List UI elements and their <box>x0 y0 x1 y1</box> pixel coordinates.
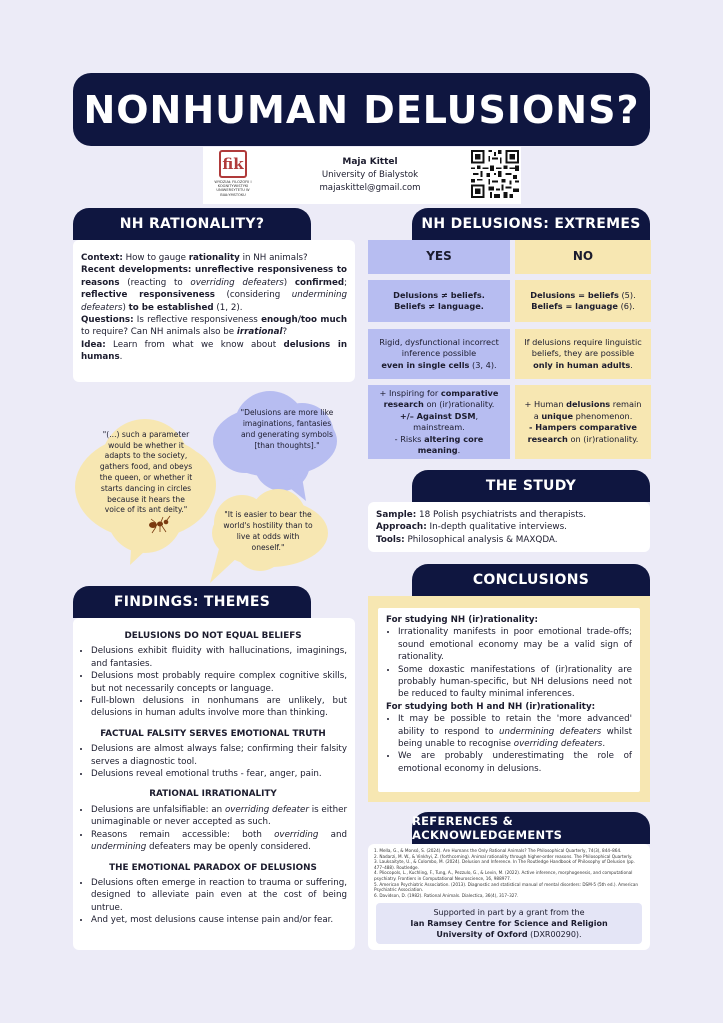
list-item: • Delusions are almost always false; confirming their falsity serves a diagnostic tool. <box>91 743 347 768</box>
rationality-card <box>73 240 355 382</box>
reference-item: 4. Pliocopols, L., Kuchling, F., Tung, A., Pezzulo, G., & Levin, M. (2022). Active inference, morphogenesis, and computational psychiatry. Frontiers in Computational Neuroscience, 16, 988977. <box>374 870 633 881</box>
author-email[interactable]: majaskittel@gmail.com <box>319 183 421 193</box>
no-cell-2: If delusions require linguistic beliefs, they are possible only in human adults. <box>515 329 651 379</box>
study-approach: Approach: In-depth qualitative interviews. <box>376 522 567 533</box>
no-cell-3: + Human delusions remain a unique phenomenon. - Hampers comparative research on (ir)rationality. <box>515 385 651 459</box>
reference-item: 3. Lauksaityte, U., & Colombo, M. (2024). Delusion and Inference. In The Routledge Handbook of Philosophy of Delusion (pp. 477–488). Routledge. <box>374 859 635 870</box>
study-sample: Sample: 18 Polish psychiatrists and therapists. <box>376 510 587 520</box>
conclusions-header <box>412 564 650 596</box>
reference-item: 2. Nadarzi, M. W., & Vinkhyi, Z. (forthcoming). Animal rationality through higher-order reasons. The Philosophical Quarterly. <box>374 853 633 859</box>
quote-yellow-bottom: "It is easier to bear the world's hostility than to live at odds with oneself." <box>223 510 313 552</box>
author-name: Maja Kittel <box>342 157 398 167</box>
study-tools: Tools: Philosophical analysis & MAXQDA. <box>376 534 558 545</box>
logo-mark: fik <box>219 150 247 178</box>
study-card <box>368 502 650 552</box>
references-list <box>374 848 644 898</box>
poster-title: NONHUMAN DELUSIONS? <box>83 87 640 132</box>
conclusions-subhead-1: For studying NH (ir)rationality: <box>386 615 538 625</box>
no-column-header: NO <box>515 240 651 274</box>
university-logo <box>207 150 259 202</box>
findings-card <box>73 618 355 950</box>
list-item: • And yet, most delusions cause intense pain and/or fear. <box>91 914 347 926</box>
list-item: • Delusions are unfalsifiable: an overriding defeater is either unimaginable or never accepted as such. <box>91 804 347 829</box>
context-line: Context: How to gauge rationality in NH animals? <box>81 253 308 263</box>
theme-4-title: THE EMOTIONAL PARADOX OF DELUSIONS <box>109 862 317 873</box>
reference-item: 6. Davidson, D. (1982). Rational Animals. Dialectica, 36(4), 317–327. <box>374 892 519 898</box>
no-cell-1: Delusions = beliefs (5). Beliefs = language (6). <box>515 280 651 322</box>
extremes-header-text: NH DELUSIONS: EXTREMES <box>421 216 641 232</box>
rationality-header <box>73 208 311 240</box>
yes-cell-1: Delusions ≠ beliefs. Beliefs ≠ language. <box>368 280 510 322</box>
list-item: • Reasons remain accessible: both overriding and undermining defeaters may be openly considered. <box>91 829 347 854</box>
list-item: • Full-blown delusions in nonhumans are unlikely, but delusions in human adults involve more than thinking. <box>91 695 347 720</box>
quote-yellow-left: "(...) such a parameter would be whether it adapts to the society, gathers food, and obeys the queen, or whether it starts dancing in circles because it hears the voice of its ant deity." <box>99 429 193 515</box>
list-item: • Delusions most probably require complex cognitive skills, but not necessarily concepts or language. <box>91 670 347 695</box>
yes-cell-3: + Inspiring for comparative research on (ir)rationality. +/– Against DSM, mainstream. - Risks altering core meaning. <box>368 385 510 459</box>
qr-code-icon[interactable] <box>471 150 519 198</box>
theme-2-title: FACTUAL FALSITY SERVES EMOTIONAL TRUTH <box>100 728 326 739</box>
references-header-text: REFERENCES & ACKNOWLEDGEMENTS <box>412 814 563 842</box>
study-header-text: THE STUDY <box>485 478 577 494</box>
logo-text: WYDZIAŁ FILOZOFII I KOGNITYWISTYKI UNIWERSYTETU W BIAŁYMSTOKU <box>214 180 252 197</box>
reference-item: 1. Mella, G., & Monsó, S. (2024). Are Humans the Only Rational Animals? The Philosophical Quarterly, 74(3), 844–864. <box>374 848 622 853</box>
findings-header-text: FINDINGS: THEMES <box>113 594 271 610</box>
study-header <box>412 470 650 502</box>
yes-cell-2: Rigid, dysfunctional incorrect inference possible even in single cells (3, 4). <box>368 329 510 379</box>
references-header <box>412 812 650 844</box>
quote-blue: "Delusions are more like imaginations, fantasies and generating symbols [than thoughts]." <box>240 408 334 450</box>
grant-acknowledgement: Supported in part by a grant from the Ian Ramsey Centre for Science and Religion University of Oxford (DXR00290). <box>376 903 642 944</box>
title-banner <box>73 73 650 146</box>
conclusions-subhead-2: For studying both H and NH (ir)rationality: <box>386 701 596 712</box>
theme-3-title: RATIONAL IRRATIONALITY <box>149 789 277 800</box>
list-item: • Some doxastic manifestations of (ir)rationality are probably human-specific, but NH delusions need not be reduced to faulty minimal inferences. <box>398 664 632 701</box>
questions-line: Questions: Is reflective responsiveness enough/too much to require? Can NH animals also be irrational? <box>81 315 348 338</box>
list-item: • Delusions often emerge in reaction to trauma or suffering, designed to alleviate pain even at the cost of being untrue. <box>91 877 347 914</box>
author-info <box>295 156 445 195</box>
list-item: • Delusions exhibit fluidity with hallucinations, imaginings, and fantasies. <box>91 645 347 670</box>
references-card <box>368 844 650 950</box>
list-item: • Irrationality manifests in poor emotional trade-offs; sound emotional economy may be a valid sign of rationality. <box>398 626 632 663</box>
theme-1-title: DELUSIONS DO NOT EQUAL BELIEFS <box>124 631 302 641</box>
list-item: • We are probably underestimating the role of emotional economy in delusions. <box>398 750 632 775</box>
findings-header <box>73 586 311 618</box>
conclusions-card <box>378 608 640 792</box>
conclusions-header-text: CONCLUSIONS <box>472 572 590 588</box>
recent-line: Recent developments: unreflective responsiveness to reasons (reacting to overriding defeaters) confirmed; reflective responsiveness (considering undermining defeaters) to be established (1, 2). <box>81 265 348 313</box>
yes-column-header: YES <box>368 240 510 274</box>
rationality-header-text: NH RATIONALITY? <box>119 216 265 232</box>
idea-line: Idea: Learn from what we know about delusions in humans. <box>81 339 348 363</box>
author-affiliation: University of Bialystok <box>321 170 419 180</box>
extremes-header <box>412 208 650 240</box>
reference-item: 5. American Psychiatric Association. (2013). Diagnostic and statistical manual of mental disorders: DSM-5 (5th ed.). American Psychiatric Association. <box>374 881 639 893</box>
list-item: • Delusions reveal emotional truths - fear, anger, pain. <box>91 768 347 780</box>
list-item: • It may be possible to retain the 'more advanced' ability to respond to undermining defeaters whilst being unable to recognise overriding defeaters. <box>398 713 632 750</box>
